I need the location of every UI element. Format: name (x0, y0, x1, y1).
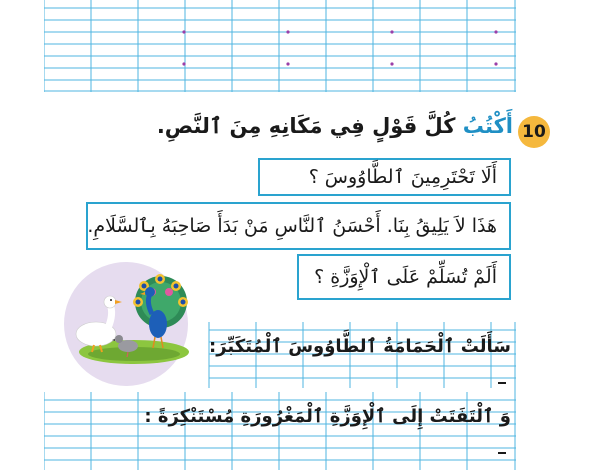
sentence-box-3 (297, 254, 511, 300)
prompt-dove-to-peacock: سَأَلَتْ ٱلْحَمَامَةُ ٱلطَّاوُوسَ ٱلْمُتَكَبِّرَ: (209, 336, 511, 357)
top-writing-grid (44, 0, 516, 92)
instruction-lead-word: أَكْتُبُ (462, 114, 513, 138)
sentence-2-text: هَذَا لاَ يَلِيقُ بِنَا. أَحْسَنُ ٱلنَّاسِ مَنْ بَدَأَ صَاحِبَهُ بِٱلسَّلَامِ. (87, 215, 497, 237)
sentence-box-1 (258, 158, 511, 196)
prompt-dove-to-goose: وَ ٱلْتَفَتَتْ إِلَى ٱلْإِوَزَّةِ ٱلْمَغْرُورَةِ مُسْتَنْكِرَةً : (144, 406, 511, 427)
exercise-number-badge: 10 (518, 116, 550, 148)
exercise-instruction (157, 114, 513, 138)
sentence-1-text: أَلَا تَحْتَرِمِينَ ٱلطَّاوُوسَ ؟ (308, 166, 497, 188)
answer-line-1[interactable] (498, 382, 506, 384)
sentence-box-2 (86, 202, 511, 250)
top-grid-lines (44, 0, 516, 92)
answer-line-2[interactable] (498, 452, 506, 454)
sentence-3-text: أَلَمْ تُسَلِّمْ عَلَى ٱلْإِوَزَّةِ ؟ (314, 266, 497, 288)
instruction-rest: كُلَّ قَوْلٍ فِي مَكَانِهِ مِنَ ٱلنَّصِ. (156, 114, 463, 138)
